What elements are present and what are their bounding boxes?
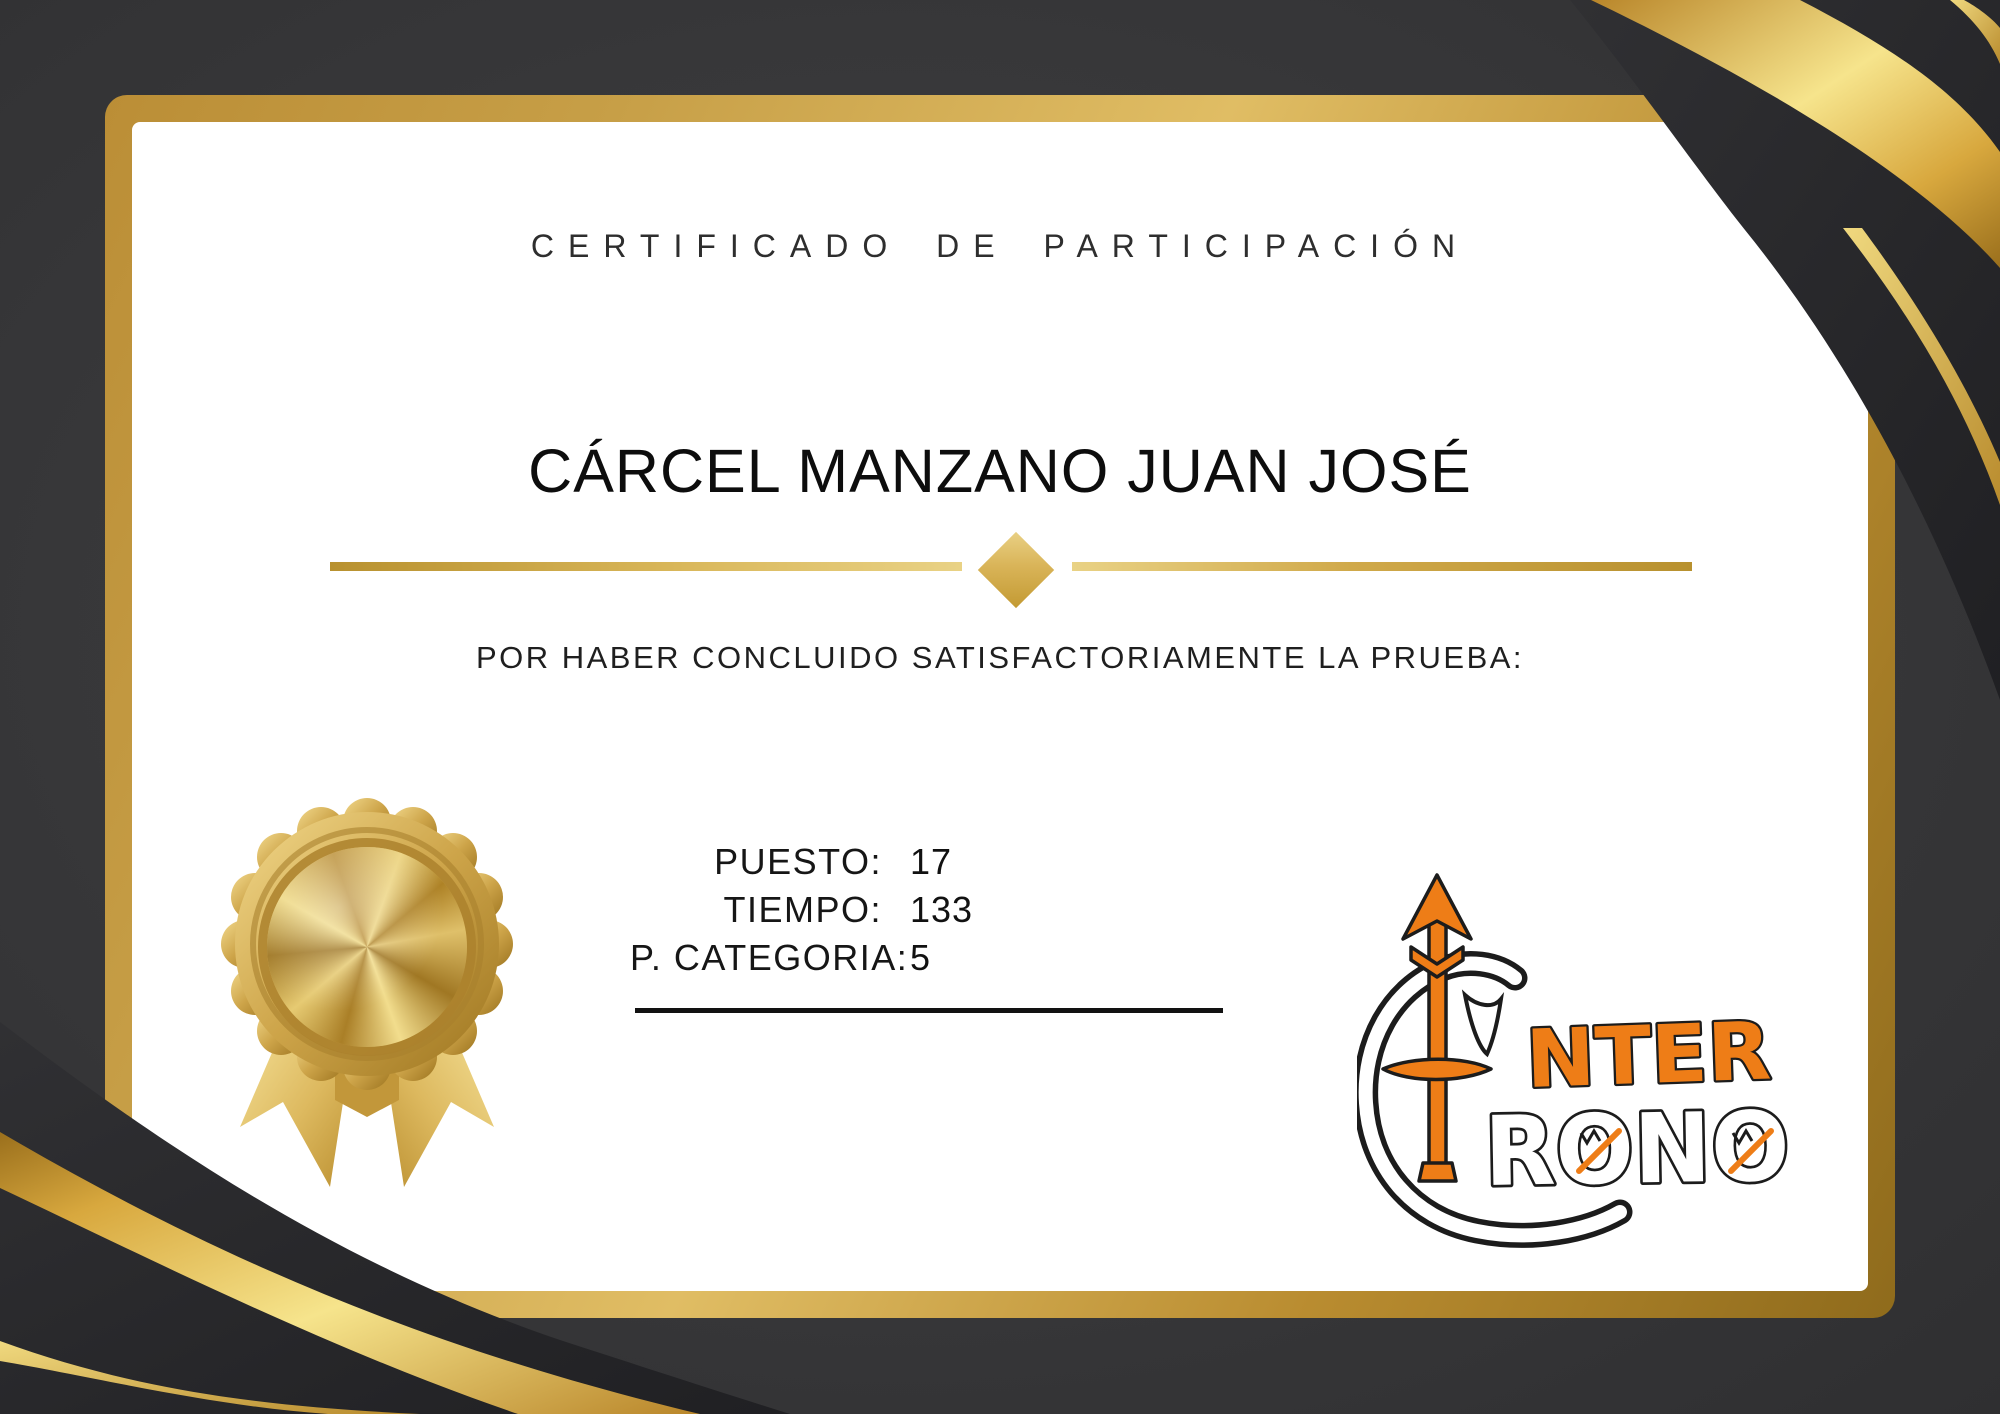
result-value: 17 — [910, 841, 953, 882]
recipient-name: CÁRCEL MANZANO JUAN JOSÉ — [528, 437, 1472, 505]
result-value: 5 — [910, 937, 932, 978]
corner-ribbon-top-right — [1570, 0, 2000, 700]
result-label: TIEMPO: — [723, 889, 882, 930]
result-label: PUESTO: — [714, 841, 882, 882]
certificate-subtitle: POR HABER CONCLUIDO SATISFACTORIAMENTE LA PRUEBA: — [475, 640, 1525, 675]
result-label: P. CATEGORIA: — [630, 937, 909, 978]
logo-text-crono: RONO — [1483, 1090, 1802, 1208]
certificate-title: CERTIFICADO DE PARTICIPACIÓN — [530, 228, 1470, 264]
result-value: 133 — [910, 889, 974, 930]
corner-ribbon-bottom-left — [0, 1022, 790, 1414]
logo-text-inter: NTER — [1524, 1004, 1766, 1106]
